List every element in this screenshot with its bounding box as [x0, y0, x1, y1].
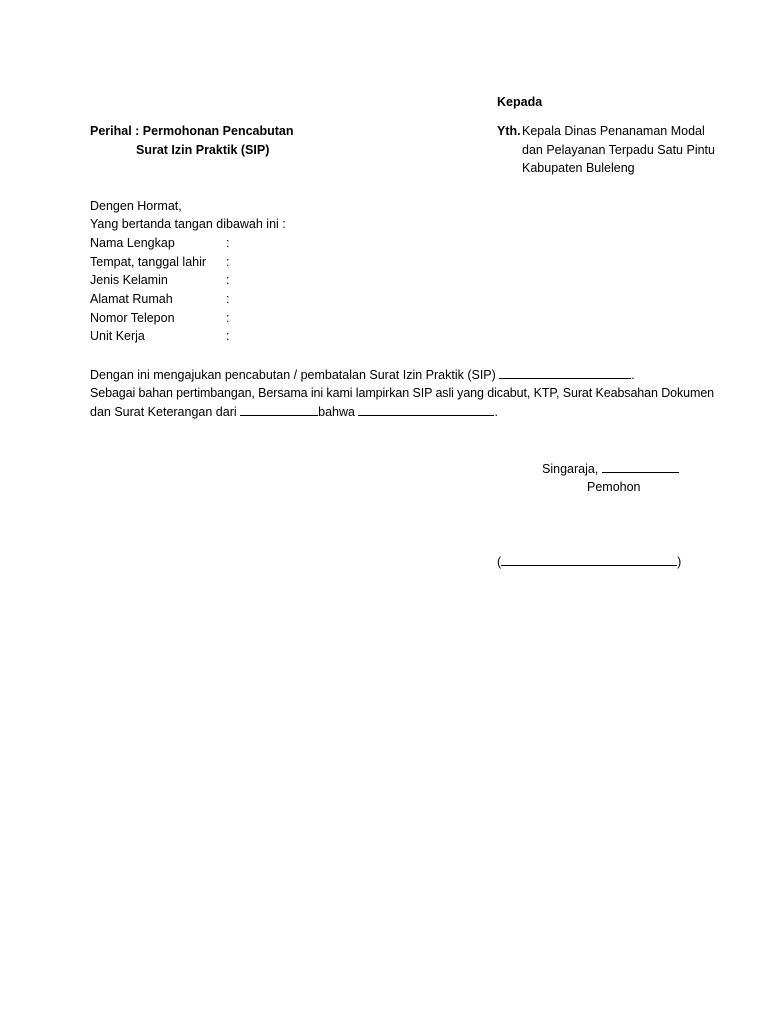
field-sep-unit: : — [226, 329, 230, 343]
field-label-nama: Nama Lengkap — [90, 236, 175, 250]
greeting: Dengen Hormat, — [90, 199, 182, 213]
recipient-kepada: Kepada — [497, 95, 543, 109]
recipient-yth: Yth. — [497, 124, 521, 138]
subject-line-2: Surat Izin Praktik (SIP) — [136, 143, 270, 157]
signature-name-blank — [501, 552, 677, 566]
body-para3-b: bahwa — [318, 405, 355, 419]
field-sep-alamat: : — [226, 292, 230, 306]
body-para3-a: dan Surat Keterangan dari — [90, 405, 237, 419]
signature-place-line — [542, 459, 679, 478]
body-para2-text: Sebagai bahan pertimbangan, Bersama ini kami lampirkan SIP asli yang dicabut, KTP, Surat Keabsahan Dokumen — [90, 386, 715, 400]
subject-line-1: Perihal : Permohonan Pencabutan — [90, 124, 294, 138]
body-line-3 — [90, 402, 498, 421]
recipient-line-1: Kepala Dinas Penanaman Modal — [522, 124, 705, 138]
field-sep-telepon: : — [226, 311, 230, 325]
body-line-1 — [90, 365, 635, 384]
field-label-kelamin: Jenis Kelamin — [90, 273, 168, 287]
field-sep-ttl: : — [226, 255, 230, 269]
field-sep-kelamin: : — [226, 273, 230, 287]
date-blank — [602, 459, 679, 473]
recipient-line-3: Kabupaten Buleleng — [522, 161, 635, 175]
signature-close-paren: ) — [677, 555, 682, 569]
field-sep-nama: : — [226, 236, 230, 250]
sip-number-blank — [499, 365, 631, 379]
field-label-ttl: Tempat, tanggal lahir — [90, 255, 207, 269]
body-para3-end: . — [494, 405, 498, 419]
body-para1-text: Dengan ini mengajukan pencabutan / pembatalan Surat Izin Praktik (SIP) — [90, 368, 496, 382]
keterangan-source-blank — [240, 402, 318, 416]
signature-name-line — [497, 552, 681, 571]
signature-open-paren: ( — [497, 555, 502, 569]
signature-role: Pemohon — [587, 480, 641, 494]
field-label-alamat: Alamat Rumah — [90, 292, 173, 306]
keterangan-content-blank — [358, 402, 494, 416]
field-label-unit: Unit Kerja — [90, 329, 145, 343]
body-para1-end: . — [631, 368, 635, 382]
intro-text: Yang bertanda tangan dibawah ini : — [90, 217, 286, 231]
signature-place: Singaraja, — [542, 462, 599, 476]
recipient-line-2: dan Pelayanan Terpadu Satu Pintu — [522, 143, 715, 157]
field-label-telepon: Nomor Telepon — [90, 311, 175, 325]
